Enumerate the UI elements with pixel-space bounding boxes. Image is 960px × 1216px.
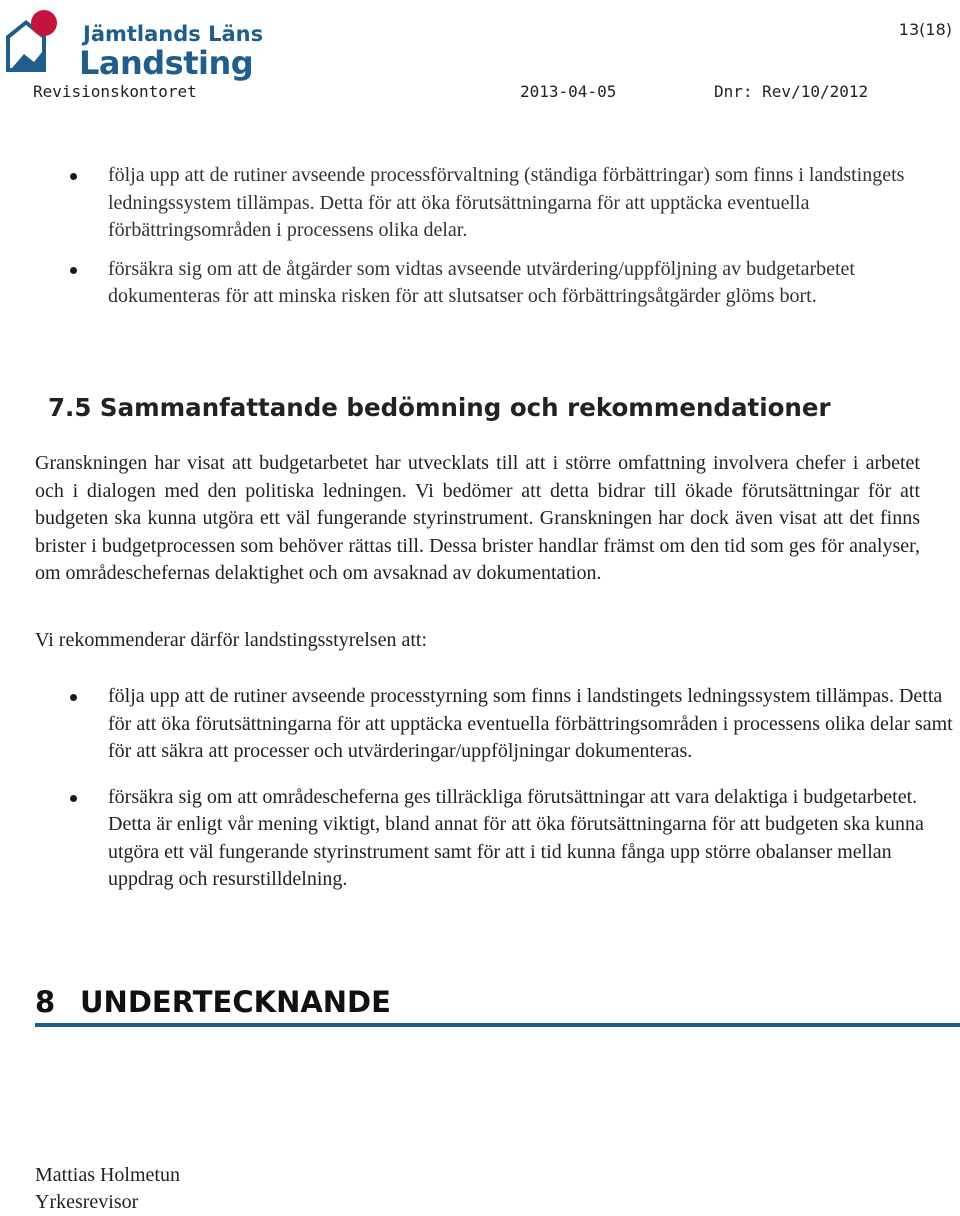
bullet-icon bbox=[70, 795, 77, 802]
bullet-icon bbox=[70, 694, 77, 701]
section-title: UNDERTECKNANDE bbox=[80, 985, 391, 1019]
section-heading-8 bbox=[35, 985, 391, 1019]
recommendation-intro: Vi rekommenderar därför landstingsstyrelsen att: bbox=[35, 629, 428, 651]
signature-title: Yrkesrevisor bbox=[35, 1191, 139, 1213]
section-number: 8 bbox=[35, 985, 56, 1019]
recommendation-list bbox=[0, 683, 960, 912]
list-item bbox=[0, 162, 960, 245]
section-heading-7-5: 7.5 Sammanfattande bedömning och rekommendationer bbox=[48, 393, 831, 422]
logo-emblem-icon bbox=[4, 6, 84, 78]
bullet-icon bbox=[70, 267, 77, 274]
heading-rule bbox=[35, 1023, 960, 1027]
list-item bbox=[0, 256, 960, 311]
header-dnr: Dnr: Rev/10/2012 bbox=[714, 82, 869, 101]
signature-name: Mattias Holmetun bbox=[35, 1164, 180, 1186]
top-bullet-list bbox=[0, 162, 960, 322]
header-date: 2013-04-05 bbox=[520, 82, 617, 101]
list-item-text: följa upp att de rutiner avseende processtyrning som finns i landstingets ledningssystem tillämpas. Detta för att öka förutsättningarna för att upptäcka eventuella förbättringsområden i processens olika delar samt för att säkra att processer och utvärderingar/uppföljningar dokumenteras. bbox=[108, 685, 953, 762]
bullet-icon bbox=[70, 173, 77, 180]
list-item bbox=[0, 784, 960, 894]
page-number: 13(18) bbox=[898, 20, 952, 39]
list-item-text: försäkra sig om att områdescheferna ges tillräckliga förutsättningar att vara delaktiga i budgetarbetet. Detta är enligt vår mening viktigt, bland annat för att öka förutsättningarna för att budgeten ska kunna utgöra ett väl fungerande styrinstrument samt för att i tid kunna fånga upp större obalanser mellan uppdrag och resurstilldelning. bbox=[108, 785, 924, 890]
logo-text-line2: Landsting bbox=[79, 44, 254, 82]
landsting-logo bbox=[4, 6, 264, 82]
header-office: Revisionskontoret bbox=[33, 82, 197, 101]
list-item-text: följa upp att de rutiner avseende processförvaltning (ständiga förbättringar) som finns i landstingets ledningssystem tillämpas. Detta för att öka förutsättningarna för att upptäcka eventuella förbättringsområden i processens olika delar. bbox=[108, 164, 905, 241]
list-item-text: försäkra sig om att de åtgärder som vidtas avseende utvärdering/uppföljning av budgetarbetet dokumenteras för att minska risken för att slutsatser och förbättringsåtgärder glöms bort. bbox=[108, 257, 855, 307]
logo-text-line1: Jämtlands Läns bbox=[83, 22, 264, 46]
summary-paragraph: Granskningen har visat att budgetarbetet har utvecklats till att i större omfattning involvera chefer i arbetet och i dialogen med den politiska ledningen. Vi bedömer att detta bidrar till ökade förutsättningar för att budgeten ska kunna utgöra ett väl fungerande styrinstrument. Granskningen har dock även visat att det finns brister i budgetprocessen som behöver rättas till. Dessa brister handlar främst om den tid som ges för analyser, om områdeschefernas delaktighet och om avsaknad av dokumentation. bbox=[35, 452, 920, 584]
list-item bbox=[0, 683, 960, 766]
